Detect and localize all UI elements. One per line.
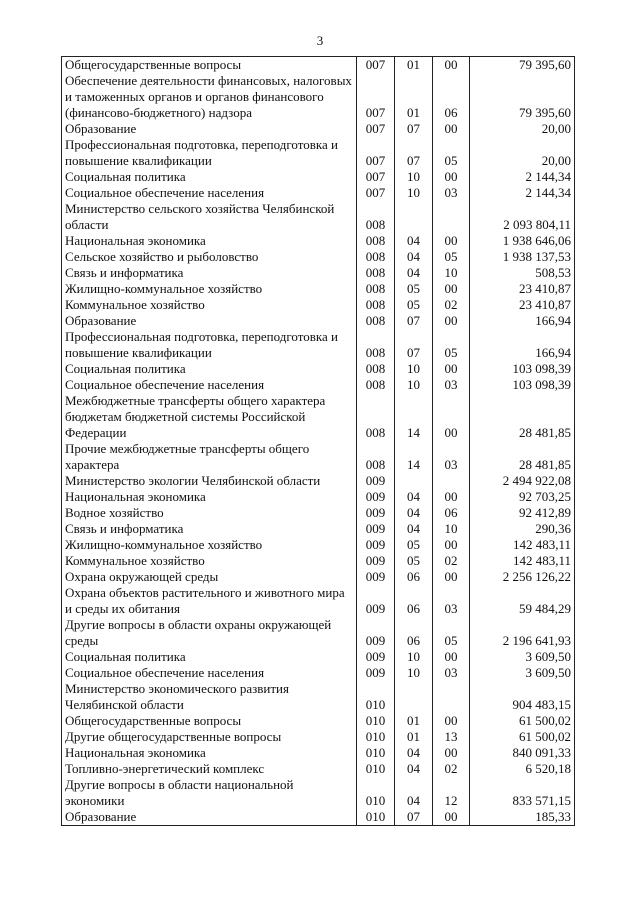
ministry-code-cell: 008	[357, 329, 395, 361]
row-name-cell: Министерство экономического развития Челябинской области	[62, 681, 357, 713]
row-name-cell: Прочие межбюджетные трансферты общего характера	[62, 441, 357, 473]
ministry-code-cell: 009	[357, 585, 395, 617]
row-name-cell: Охрана объектов растительного и животного мира и среды их обитания	[62, 585, 357, 617]
subsection-code-cell: 06	[433, 505, 470, 521]
row-name-cell: Водное хозяйство	[62, 505, 357, 521]
table-row	[62, 169, 575, 185]
table-row	[62, 489, 575, 505]
amount-cell: 2 494 922,08	[470, 473, 575, 489]
row-name-cell: Охрана окружающей среды	[62, 569, 357, 585]
subsection-code-cell: 00	[433, 313, 470, 329]
subsection-code-cell	[433, 473, 470, 489]
section-code-cell: 10	[395, 361, 433, 377]
table-row	[62, 121, 575, 137]
section-code-cell	[395, 201, 433, 233]
ministry-code-cell: 009	[357, 537, 395, 553]
subsection-code-cell: 00	[433, 745, 470, 761]
ministry-code-cell: 009	[357, 473, 395, 489]
subsection-code-cell: 03	[433, 441, 470, 473]
table-row	[62, 777, 575, 809]
ministry-code-cell: 010	[357, 729, 395, 745]
section-code-cell: 05	[395, 553, 433, 569]
subsection-code-cell: 13	[433, 729, 470, 745]
section-code-cell: 06	[395, 617, 433, 649]
subsection-code-cell: 10	[433, 521, 470, 537]
table-row	[62, 585, 575, 617]
ministry-code-cell: 009	[357, 569, 395, 585]
row-name-cell: Сельское хозяйство и рыболовство	[62, 249, 357, 265]
amount-cell: 20,00	[470, 121, 575, 137]
table-row	[62, 713, 575, 729]
amount-cell: 92 703,25	[470, 489, 575, 505]
amount-cell: 59 484,29	[470, 585, 575, 617]
subsection-code-cell: 03	[433, 665, 470, 681]
row-name-cell: Социальная политика	[62, 169, 357, 185]
row-name-cell: Топливно-энергетический комплекс	[62, 761, 357, 777]
budget-table-body	[62, 57, 575, 826]
row-name-cell: Связь и информатика	[62, 521, 357, 537]
row-name-cell: Профессиональная подготовка, переподготовка и повышение квалификации	[62, 137, 357, 169]
row-name-cell: Обеспечение деятельности финансовых, налоговых и таможенных органов и органов финансового (финансово-бюджетного) надзора	[62, 73, 357, 121]
row-name-cell: Профессиональная подготовка, переподготовка и повышение квалификации	[62, 329, 357, 361]
ministry-code-cell: 010	[357, 809, 395, 826]
row-name-cell: Общегосударственные вопросы	[62, 713, 357, 729]
table-row	[62, 265, 575, 281]
ministry-code-cell: 008	[357, 393, 395, 441]
table-row	[62, 809, 575, 826]
table-row	[62, 553, 575, 569]
ministry-code-cell: 008	[357, 249, 395, 265]
amount-cell: 166,94	[470, 313, 575, 329]
ministry-code-cell: 008	[357, 377, 395, 393]
subsection-code-cell: 00	[433, 569, 470, 585]
ministry-code-cell: 008	[357, 201, 395, 233]
amount-cell: 20,00	[470, 137, 575, 169]
subsection-code-cell: 00	[433, 281, 470, 297]
section-code-cell: 01	[395, 57, 433, 74]
table-row	[62, 505, 575, 521]
amount-cell: 23 410,87	[470, 281, 575, 297]
section-code-cell: 10	[395, 169, 433, 185]
row-name-cell: Связь и информатика	[62, 265, 357, 281]
ministry-code-cell: 007	[357, 137, 395, 169]
ministry-code-cell: 008	[357, 233, 395, 249]
table-row	[62, 441, 575, 473]
ministry-code-cell: 009	[357, 553, 395, 569]
subsection-code-cell	[433, 681, 470, 713]
ministry-code-cell: 010	[357, 777, 395, 809]
subsection-code-cell: 02	[433, 761, 470, 777]
amount-cell: 103 098,39	[470, 361, 575, 377]
subsection-code-cell: 03	[433, 377, 470, 393]
section-code-cell: 04	[395, 265, 433, 281]
subsection-code-cell: 05	[433, 617, 470, 649]
amount-cell: 79 395,60	[470, 73, 575, 121]
amount-cell: 61 500,02	[470, 713, 575, 729]
table-row	[62, 745, 575, 761]
row-name-cell: Жилищно-коммунальное хозяйство	[62, 281, 357, 297]
section-code-cell: 04	[395, 249, 433, 265]
table-row	[62, 137, 575, 169]
table-row	[62, 73, 575, 121]
section-code-cell: 01	[395, 713, 433, 729]
row-name-cell: Национальная экономика	[62, 489, 357, 505]
table-row	[62, 665, 575, 681]
table-row	[62, 361, 575, 377]
row-name-cell: Социальное обеспечение населения	[62, 665, 357, 681]
section-code-cell: 05	[395, 281, 433, 297]
section-code-cell: 10	[395, 377, 433, 393]
section-code-cell: 06	[395, 569, 433, 585]
section-code-cell: 07	[395, 137, 433, 169]
subsection-code-cell: 00	[433, 649, 470, 665]
amount-cell: 2 196 641,93	[470, 617, 575, 649]
ministry-code-cell: 010	[357, 761, 395, 777]
table-row	[62, 393, 575, 441]
subsection-code-cell: 00	[433, 489, 470, 505]
ministry-code-cell: 010	[357, 745, 395, 761]
section-code-cell: 04	[395, 745, 433, 761]
ministry-code-cell: 009	[357, 649, 395, 665]
amount-cell: 2 144,34	[470, 185, 575, 201]
ministry-code-cell: 008	[357, 265, 395, 281]
subsection-code-cell: 05	[433, 137, 470, 169]
subsection-code-cell: 00	[433, 393, 470, 441]
subsection-code-cell: 00	[433, 361, 470, 377]
subsection-code-cell: 10	[433, 265, 470, 281]
ministry-code-cell: 008	[357, 441, 395, 473]
section-code-cell: 07	[395, 121, 433, 137]
table-row	[62, 297, 575, 313]
row-name-cell: Другие вопросы в области охраны окружающей среды	[62, 617, 357, 649]
table-row	[62, 473, 575, 489]
table-row	[62, 521, 575, 537]
table-row	[62, 281, 575, 297]
table-row	[62, 537, 575, 553]
amount-cell: 840 091,33	[470, 745, 575, 761]
table-row	[62, 617, 575, 649]
row-name-cell: Образование	[62, 313, 357, 329]
amount-cell: 833 571,15	[470, 777, 575, 809]
section-code-cell: 04	[395, 521, 433, 537]
amount-cell: 290,36	[470, 521, 575, 537]
section-code-cell: 04	[395, 761, 433, 777]
section-code-cell: 07	[395, 313, 433, 329]
subsection-code-cell: 12	[433, 777, 470, 809]
table-row	[62, 729, 575, 745]
table-row	[62, 761, 575, 777]
section-code-cell: 10	[395, 649, 433, 665]
row-name-cell: Другие общегосударственные вопросы	[62, 729, 357, 745]
section-code-cell: 04	[395, 233, 433, 249]
row-name-cell: Образование	[62, 809, 357, 826]
section-code-cell: 14	[395, 441, 433, 473]
amount-cell: 61 500,02	[470, 729, 575, 745]
table-row	[62, 57, 575, 74]
table-row	[62, 681, 575, 713]
section-code-cell: 04	[395, 489, 433, 505]
subsection-code-cell: 00	[433, 809, 470, 826]
section-code-cell: 07	[395, 329, 433, 361]
subsection-code-cell: 00	[433, 57, 470, 74]
row-name-cell: Другие вопросы в области национальной экономики	[62, 777, 357, 809]
table-row	[62, 249, 575, 265]
row-name-cell: Общегосударственные вопросы	[62, 57, 357, 74]
table-row	[62, 201, 575, 233]
subsection-code-cell: 05	[433, 329, 470, 361]
section-code-cell: 06	[395, 585, 433, 617]
table-row	[62, 649, 575, 665]
amount-cell: 103 098,39	[470, 377, 575, 393]
section-code-cell: 05	[395, 297, 433, 313]
section-code-cell: 14	[395, 393, 433, 441]
amount-cell: 142 483,11	[470, 537, 575, 553]
section-code-cell: 01	[395, 73, 433, 121]
section-code-cell: 05	[395, 537, 433, 553]
table-row	[62, 233, 575, 249]
amount-cell: 92 412,89	[470, 505, 575, 521]
table-row	[62, 313, 575, 329]
ministry-code-cell: 009	[357, 521, 395, 537]
ministry-code-cell: 008	[357, 281, 395, 297]
ministry-code-cell: 008	[357, 313, 395, 329]
section-code-cell: 04	[395, 777, 433, 809]
row-name-cell: Министерство сельского хозяйства Челябинской области	[62, 201, 357, 233]
ministry-code-cell: 009	[357, 617, 395, 649]
amount-cell: 2 256 126,22	[470, 569, 575, 585]
ministry-code-cell: 007	[357, 169, 395, 185]
ministry-code-cell: 010	[357, 713, 395, 729]
amount-cell: 1 938 137,53	[470, 249, 575, 265]
section-code-cell	[395, 473, 433, 489]
budget-table	[61, 56, 575, 826]
subsection-code-cell: 00	[433, 233, 470, 249]
amount-cell: 166,94	[470, 329, 575, 361]
subsection-code-cell: 00	[433, 121, 470, 137]
subsection-code-cell: 00	[433, 169, 470, 185]
table-row	[62, 569, 575, 585]
amount-cell: 508,53	[470, 265, 575, 281]
amount-cell: 28 481,85	[470, 441, 575, 473]
ministry-code-cell: 009	[357, 489, 395, 505]
section-code-cell: 10	[395, 665, 433, 681]
subsection-code-cell: 03	[433, 185, 470, 201]
table-row	[62, 185, 575, 201]
ministry-code-cell: 007	[357, 121, 395, 137]
section-code-cell: 07	[395, 809, 433, 826]
section-code-cell: 01	[395, 729, 433, 745]
section-code-cell: 10	[395, 185, 433, 201]
ministry-code-cell: 007	[357, 57, 395, 74]
table-row	[62, 329, 575, 361]
row-name-cell: Социальное обеспечение населения	[62, 185, 357, 201]
amount-cell: 185,33	[470, 809, 575, 826]
row-name-cell: Национальная экономика	[62, 745, 357, 761]
section-code-cell	[395, 681, 433, 713]
amount-cell: 23 410,87	[470, 297, 575, 313]
ministry-code-cell: 009	[357, 665, 395, 681]
table-row	[62, 377, 575, 393]
ministry-code-cell: 007	[357, 185, 395, 201]
amount-cell: 2 093 804,11	[470, 201, 575, 233]
row-name-cell: Министерство экологии Челябинской области	[62, 473, 357, 489]
section-code-cell: 04	[395, 505, 433, 521]
row-name-cell: Образование	[62, 121, 357, 137]
amount-cell: 79 395,60	[470, 57, 575, 74]
row-name-cell: Жилищно-коммунальное хозяйство	[62, 537, 357, 553]
subsection-code-cell: 06	[433, 73, 470, 121]
row-name-cell: Социальная политика	[62, 361, 357, 377]
ministry-code-cell: 009	[357, 505, 395, 521]
row-name-cell: Межбюджетные трансферты общего характера бюджетам бюджетной системы Российской Федерации	[62, 393, 357, 441]
row-name-cell: Коммунальное хозяйство	[62, 297, 357, 313]
subsection-code-cell: 03	[433, 585, 470, 617]
subsection-code-cell: 00	[433, 713, 470, 729]
subsection-code-cell	[433, 201, 470, 233]
row-name-cell: Национальная экономика	[62, 233, 357, 249]
amount-cell: 28 481,85	[470, 393, 575, 441]
amount-cell: 3 609,50	[470, 665, 575, 681]
amount-cell: 1 938 646,06	[470, 233, 575, 249]
subsection-code-cell: 05	[433, 249, 470, 265]
page-number: 3	[316, 33, 324, 48]
amount-cell: 904 483,15	[470, 681, 575, 713]
subsection-code-cell: 02	[433, 297, 470, 313]
subsection-code-cell: 00	[433, 537, 470, 553]
amount-cell: 2 144,34	[470, 169, 575, 185]
ministry-code-cell: 010	[357, 681, 395, 713]
amount-cell: 6 520,18	[470, 761, 575, 777]
amount-cell: 142 483,11	[470, 553, 575, 569]
row-name-cell: Коммунальное хозяйство	[62, 553, 357, 569]
row-name-cell: Социальная политика	[62, 649, 357, 665]
subsection-code-cell: 02	[433, 553, 470, 569]
ministry-code-cell: 007	[357, 73, 395, 121]
ministry-code-cell: 008	[357, 361, 395, 377]
ministry-code-cell: 008	[357, 297, 395, 313]
row-name-cell: Социальное обеспечение населения	[62, 377, 357, 393]
amount-cell: 3 609,50	[470, 649, 575, 665]
